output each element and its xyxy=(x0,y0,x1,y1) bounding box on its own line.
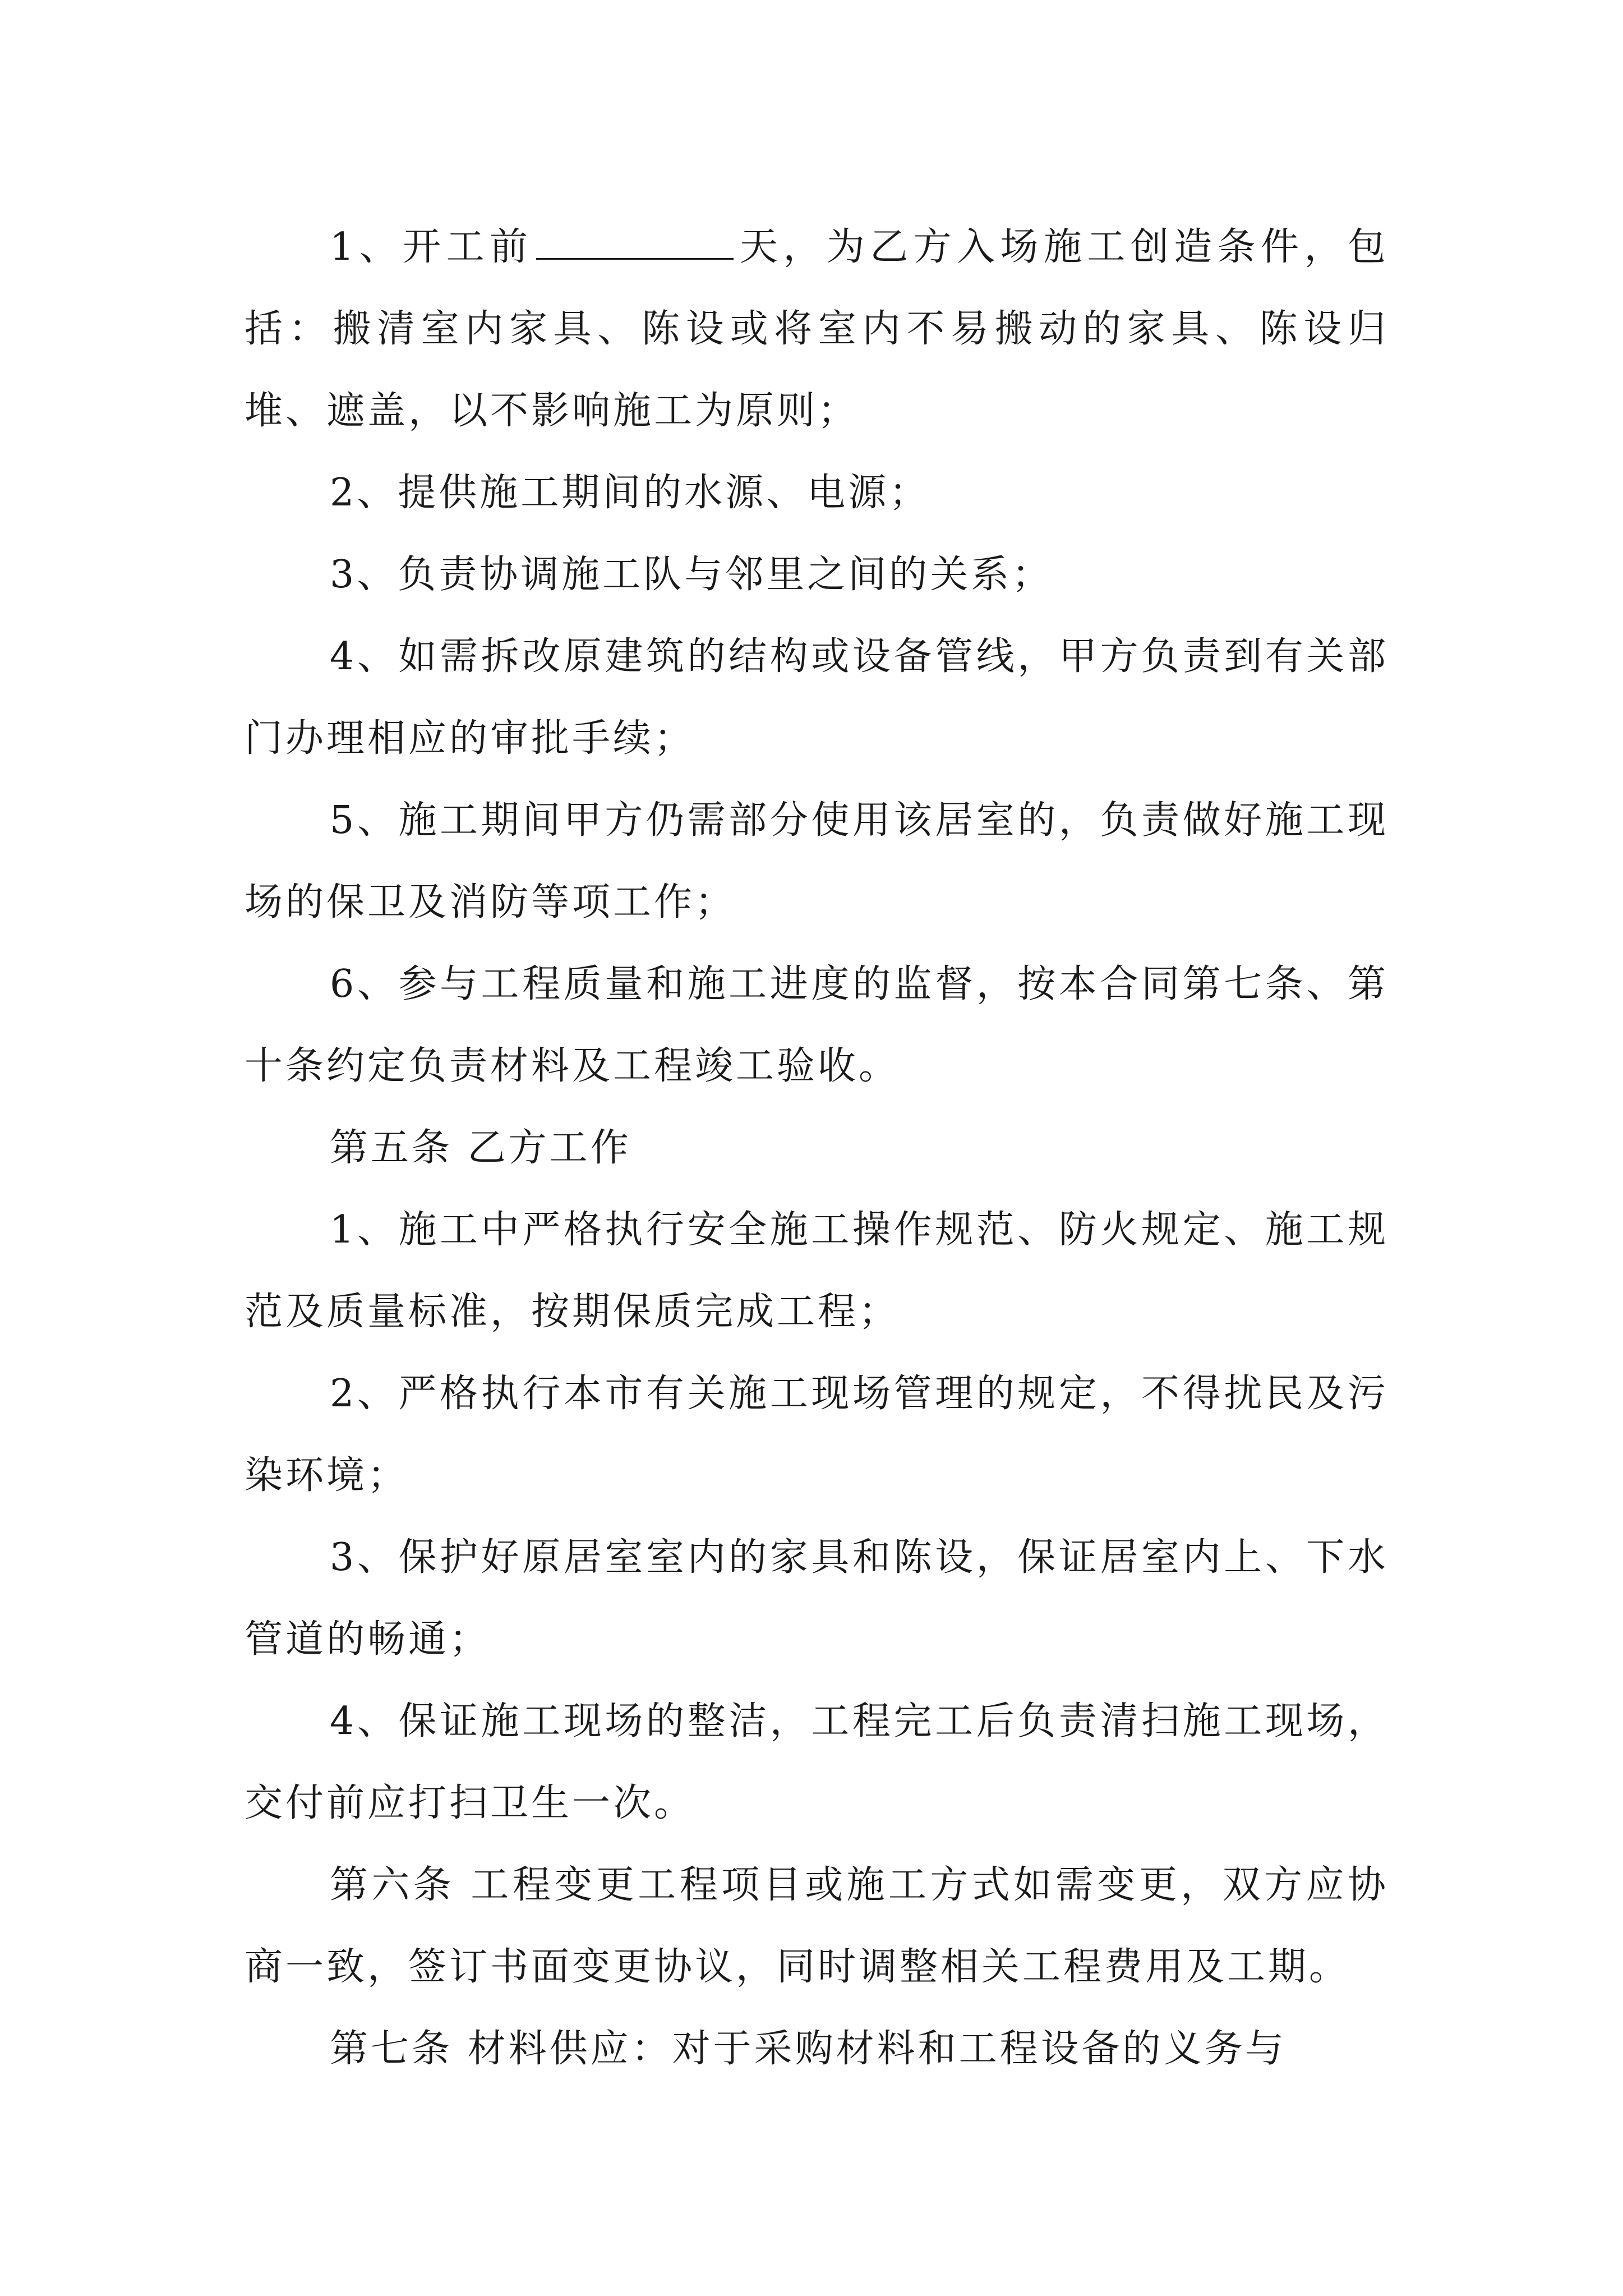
paragraph-clause-5-item-4: 4、保证施工现场的整洁，工程完工后负责清扫施工现场，交付前应打扫卫生一次。 xyxy=(245,1699,1389,1825)
paragraph-clause-4-item-5: 5、施工期间甲方仍需部分使用该居室的，负责做好施工现场的保卫及消防等项工作； xyxy=(245,798,1389,924)
paragraph-clause-4-item-6: 6、参与工程质量和施工进度的监督，按本合同第七条、第十条约定负责材料及工程竣工验收。 xyxy=(245,962,1389,1088)
paragraph-clause-6: 第六条 工程变更工程项目或施工方式如需变更，双方应协商一致，签订书面变更协议，同时调整相关工程费用及工期。 xyxy=(245,1863,1389,1989)
paragraph-clause-5-item-2: 2、严格执行本市有关施工现场管理的规定，不得扰民及污染环境； xyxy=(245,1372,1389,1498)
fill-in-blank-days[interactable] xyxy=(536,224,734,260)
paragraph-text-after-blank: 天，为乙方入场施工创造条件，包括：搬清室内家具、陈设或将室内不易搬动的家具、陈设归堆、遮盖，以不影响施工为原则； xyxy=(245,225,1389,433)
paragraph-clause-7: 第七条 材料供应：对于采购材料和工程设备的义务与 xyxy=(330,2027,1287,2071)
paragraph-clause-4-item-4: 4、如需拆改原建筑的结构或设备管线，甲方负责到有关部门办理相应的审批手续； xyxy=(245,634,1389,761)
paragraph-text-before-blank: 1、开工前 xyxy=(330,225,533,269)
document-body xyxy=(245,206,1389,2090)
paragraph-clause-5-item-3: 3、保护好原居室室内的家具和陈设，保证居室内上、下水管道的畅通； xyxy=(245,1535,1389,1662)
paragraph-clause-4-item-2: 2、提供施工期间的水源、电源； xyxy=(330,471,930,515)
heading-clause-5: 第五条 乙方工作 xyxy=(330,1126,631,1170)
paragraph-clause-4-item-1 xyxy=(245,206,1389,452)
paragraph-clause-4-item-3: 3、负责协调施工队与邻里之间的关系； xyxy=(330,553,1053,597)
paragraph-clause-5-item-1: 1、施工中严格执行安全施工操作规范、防火规定、施工规范及质量标准，按期保质完成工程； xyxy=(245,1208,1389,1334)
